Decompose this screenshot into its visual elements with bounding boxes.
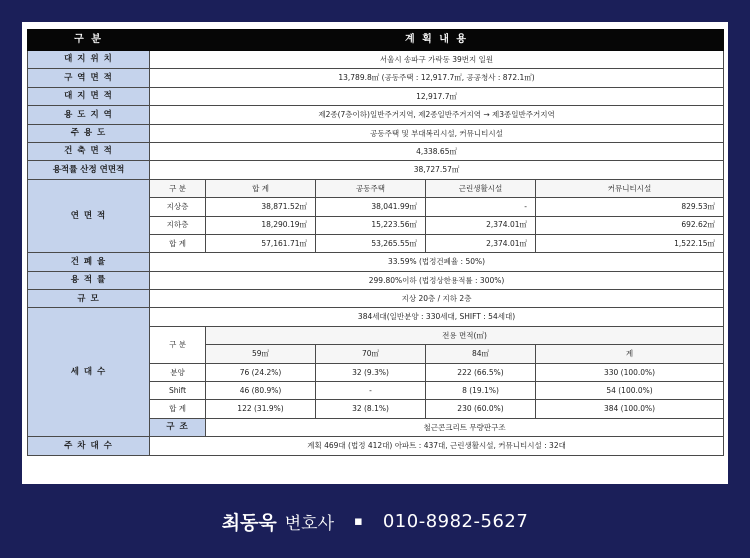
table-cell: 2,374.01㎡ bbox=[426, 216, 536, 234]
separator-bullet: ▪ bbox=[354, 513, 363, 529]
table-row bbox=[28, 161, 724, 179]
table-cell: 38,041.99㎡ bbox=[316, 198, 426, 216]
floor-area-label: 연 면 적 bbox=[28, 179, 150, 253]
table-cell: 32 (8.1%) bbox=[316, 400, 426, 418]
area-header-70: 70㎡ bbox=[316, 345, 426, 363]
table-cell: 15,223.56㎡ bbox=[316, 216, 426, 234]
table-row bbox=[28, 69, 724, 87]
table-cell: 230 (60.0%) bbox=[426, 400, 536, 418]
row-label: 건 폐 율 bbox=[28, 253, 150, 271]
table-cell: 330 (100.0%) bbox=[536, 363, 724, 381]
floor-area-col-housing: 공동주택 bbox=[316, 179, 426, 197]
table-row bbox=[28, 51, 724, 69]
table-row bbox=[28, 87, 724, 105]
table-row bbox=[28, 290, 724, 308]
table-row bbox=[28, 124, 724, 142]
row-label: 주 용 도 bbox=[28, 124, 150, 142]
plan-table bbox=[27, 29, 724, 456]
floor-area-col-total: 합 계 bbox=[206, 179, 316, 197]
row-label: 주 차 대 수 bbox=[28, 437, 150, 455]
phone-number: 010-8982-5627 bbox=[382, 510, 529, 532]
zone-area-value: 13,789.8㎡ (공동주택 : 12,917.7㎡, 공공청사 : 872.1㎡) bbox=[150, 69, 724, 87]
table-cell: 38,871.52㎡ bbox=[206, 198, 316, 216]
floor-area-row-label: 지상층 bbox=[150, 198, 206, 216]
table-row bbox=[28, 437, 724, 455]
row-label: 용적률 산정 연면적 bbox=[28, 161, 150, 179]
floor-area-row-label: 합 계 bbox=[150, 234, 206, 252]
households-col-exclusive-area: 전용 면적(㎡) bbox=[206, 326, 724, 344]
households-row-label: 분양 bbox=[150, 363, 206, 381]
lawyer-title: 변호사 bbox=[284, 513, 335, 534]
table-cell: 18,290.19㎡ bbox=[206, 216, 316, 234]
table-cell: 222 (66.5%) bbox=[426, 363, 536, 381]
table-header-row bbox=[28, 30, 724, 51]
floor-area-col-community: 커뮤니티시설 bbox=[536, 179, 724, 197]
table-cell: - bbox=[426, 198, 536, 216]
table-row bbox=[28, 253, 724, 271]
floor-area-header-row bbox=[28, 179, 724, 197]
table-cell: 32 (9.3%) bbox=[316, 363, 426, 381]
households-col-division: 구 분 bbox=[150, 326, 206, 363]
table-cell: 2,374.01㎡ bbox=[426, 234, 536, 252]
row-label: 규 모 bbox=[28, 290, 150, 308]
coverage-value: 33.59% (법정건폐율 : 50%) bbox=[150, 253, 724, 271]
floor-area-row-label: 지하층 bbox=[150, 216, 206, 234]
lawyer-name: 최동욱 bbox=[221, 511, 277, 534]
area-header-84: 84㎡ bbox=[426, 345, 536, 363]
far-value: 299.80%이하 (법정상한용적률 : 300%) bbox=[150, 271, 724, 289]
households-summary-row bbox=[28, 308, 724, 326]
table-cell: 1,522.15㎡ bbox=[536, 234, 724, 252]
table-cell: - bbox=[316, 382, 426, 400]
table-cell: 122 (31.9%) bbox=[206, 400, 316, 418]
row-label: 용 적 률 bbox=[28, 271, 150, 289]
table-cell: 692.62㎡ bbox=[536, 216, 724, 234]
row-label: 구 조 bbox=[150, 418, 206, 436]
floor-area-col-division: 구 분 bbox=[150, 179, 206, 197]
row-label: 구 역 면 적 bbox=[28, 69, 150, 87]
table-row bbox=[28, 106, 724, 124]
header-division: 구 분 bbox=[28, 30, 150, 51]
row-label: 건 축 면 적 bbox=[28, 142, 150, 160]
table-cell: 54 (100.0%) bbox=[536, 382, 724, 400]
table-cell: 57,161.71㎡ bbox=[206, 234, 316, 252]
far-floor-area-value: 38,727.57㎡ bbox=[150, 161, 724, 179]
parking-value: 계획 469대 (법정 412대) 아파트 : 437대, 근린생활시설, 커뮤니티시설 : 32대 bbox=[150, 437, 724, 455]
table-cell: 53,265.55㎡ bbox=[316, 234, 426, 252]
floor-area-col-retail: 근린생활시설 bbox=[426, 179, 536, 197]
site-location-value: 서울시 송파구 가락동 39번지 일원 bbox=[150, 51, 724, 69]
table-cell: 76 (24.2%) bbox=[206, 363, 316, 381]
structure-value: 철근콘크리트 무량판구조 bbox=[206, 418, 724, 436]
households-label: 세 대 수 bbox=[28, 308, 150, 437]
households-row-label: 합 계 bbox=[150, 400, 206, 418]
row-label: 대 지 위 치 bbox=[28, 51, 150, 69]
site-area-value: 12,917.7㎡ bbox=[150, 87, 724, 105]
building-area-value: 4,338.65㎡ bbox=[150, 142, 724, 160]
scale-value: 지상 20층 / 지하 2층 bbox=[150, 290, 724, 308]
table-row bbox=[28, 142, 724, 160]
table-cell: 829.53㎡ bbox=[536, 198, 724, 216]
row-label: 용 도 지 역 bbox=[28, 106, 150, 124]
table-cell: 8 (19.1%) bbox=[426, 382, 536, 400]
area-header-total: 계 bbox=[536, 345, 724, 363]
plan-table-panel bbox=[22, 22, 728, 484]
header-plan-content: 계 획 내 용 bbox=[150, 30, 724, 51]
table-row bbox=[28, 271, 724, 289]
households-summary: 384세대(일반분양 : 330세대, SHIFT : 54세대) bbox=[150, 308, 724, 326]
contact-footer bbox=[0, 484, 750, 558]
row-label: 대 지 면 적 bbox=[28, 87, 150, 105]
table-cell: 384 (100.0%) bbox=[536, 400, 724, 418]
main-use-value: 공동주택 및 부대복리시설, 커뮤니티시설 bbox=[150, 124, 724, 142]
table-cell: 46 (80.9%) bbox=[206, 382, 316, 400]
use-zone-value: 제2종(7층이하)일반주거지역, 제2종일반주거지역 → 제3종일반주거지역 bbox=[150, 106, 724, 124]
households-row-label: Shift bbox=[150, 382, 206, 400]
area-header-59: 59㎡ bbox=[206, 345, 316, 363]
